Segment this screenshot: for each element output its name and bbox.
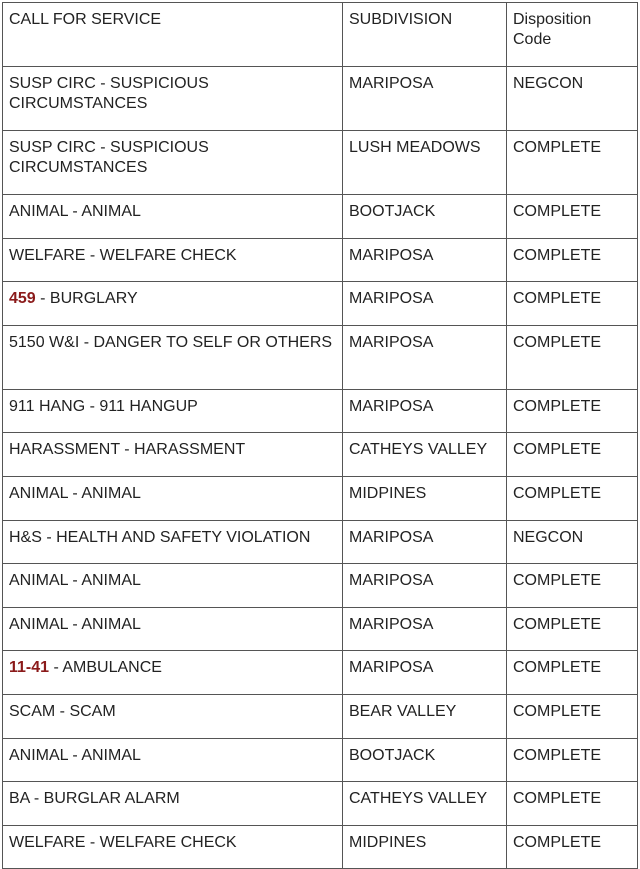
disposition-cell: COMPLETE (507, 607, 638, 651)
call-cell (3, 651, 343, 695)
call-text: SUSP CIRC - SUSPICIOUS CIRCUMSTANCES (9, 139, 209, 176)
subdivision-cell: CATHEYS VALLEY (343, 782, 507, 826)
disposition-cell: COMPLETE (507, 195, 638, 239)
call-cell (3, 282, 343, 326)
call-cell (3, 131, 343, 195)
disposition-cell: COMPLETE (507, 738, 638, 782)
call-cell (3, 738, 343, 782)
table-row (3, 651, 638, 695)
call-code-link[interactable]: 11-41 (9, 659, 50, 677)
call-cell (3, 389, 343, 433)
header-disposition: Disposition Code (507, 3, 638, 67)
table-row (3, 282, 638, 326)
table-row (3, 564, 638, 608)
subdivision-cell: MARIPOSA (343, 564, 507, 608)
calls-table-body (3, 3, 638, 869)
call-text: 5150 W&I - DANGER TO SELF OR OTHERS (9, 333, 333, 351)
table-row (3, 195, 638, 239)
disposition-cell: COMPLETE (507, 238, 638, 282)
call-text: WELFARE - WELFARE CHECK (9, 833, 237, 851)
table-row (3, 433, 638, 477)
subdivision-cell: CATHEYS VALLEY (343, 433, 507, 477)
disposition-cell: COMPLETE (507, 564, 638, 608)
table-row (3, 607, 638, 651)
call-cell (3, 825, 343, 869)
table-row (3, 694, 638, 738)
table-row (3, 825, 638, 869)
table-row (3, 325, 638, 389)
call-cell (3, 238, 343, 282)
call-text: ANIMAL - ANIMAL (9, 615, 141, 633)
subdivision-cell: BOOTJACK (343, 195, 507, 239)
call-text: ANIMAL - ANIMAL (9, 572, 141, 590)
subdivision-cell: MARIPOSA (343, 238, 507, 282)
call-text: H&S - HEALTH AND SAFETY VIOLATION (9, 528, 311, 546)
call-cell (3, 694, 343, 738)
call-text: ANIMAL - ANIMAL (9, 746, 141, 764)
subdivision-cell: MARIPOSA (343, 67, 507, 131)
call-text: ANIMAL - ANIMAL (9, 203, 141, 220)
table-row (3, 738, 638, 782)
table-row (3, 476, 638, 520)
disposition-cell: COMPLETE (507, 694, 638, 738)
disposition-cell: NEGCON (507, 67, 638, 131)
call-cell (3, 564, 343, 608)
calls-table (2, 2, 638, 869)
call-cell (3, 325, 343, 389)
call-cell (3, 195, 343, 239)
subdivision-cell: LUSH MEADOWS (343, 131, 507, 195)
subdivision-cell: MIDPINES (343, 476, 507, 520)
call-text: SCAM - SCAM (9, 702, 116, 720)
subdivision-cell: MARIPOSA (343, 282, 507, 326)
header-row (3, 3, 638, 67)
header-call: CALL FOR SERVICE (3, 3, 343, 67)
call-text: BA - BURGLAR ALARM (9, 790, 180, 808)
subdivision-cell: BOOTJACK (343, 738, 507, 782)
table-row (3, 67, 638, 131)
call-cell (3, 520, 343, 564)
disposition-cell: COMPLETE (507, 389, 638, 433)
subdivision-cell: MARIPOSA (343, 520, 507, 564)
disposition-cell: COMPLETE (507, 476, 638, 520)
call-cell (3, 476, 343, 520)
header-subdivision: SUBDIVISION (343, 3, 507, 67)
call-text: 911 HANG - 911 HANGUP (9, 397, 198, 415)
table-row (3, 238, 638, 282)
call-text: SUSP CIRC - SUSPICIOUS CIRCUMSTANCES (9, 75, 209, 112)
call-text: - BURGLARY (35, 290, 138, 308)
disposition-cell: COMPLETE (507, 782, 638, 826)
table-row (3, 782, 638, 826)
call-cell (3, 67, 343, 131)
subdivision-cell: MIDPINES (343, 825, 507, 869)
call-text: HARASSMENT - HARASSMENT (9, 441, 246, 459)
disposition-cell: COMPLETE (507, 325, 638, 389)
call-text: ANIMAL - ANIMAL (9, 484, 141, 502)
table-row (3, 389, 638, 433)
call-text: - AMBULANCE (49, 659, 162, 677)
subdivision-cell: MARIPOSA (343, 325, 507, 389)
disposition-cell: COMPLETE (507, 131, 638, 195)
disposition-cell: COMPLETE (507, 433, 638, 477)
disposition-cell: NEGCON (507, 520, 638, 564)
disposition-cell: COMPLETE (507, 282, 638, 326)
subdivision-cell: MARIPOSA (343, 389, 507, 433)
table-row (3, 131, 638, 195)
disposition-cell: COMPLETE (507, 651, 638, 695)
call-cell (3, 433, 343, 477)
call-cell (3, 607, 343, 651)
call-text: WELFARE - WELFARE CHECK (9, 246, 237, 264)
call-cell (3, 782, 343, 826)
disposition-cell: COMPLETE (507, 825, 638, 869)
call-code-link[interactable]: 459 (9, 290, 36, 308)
subdivision-cell: MARIPOSA (343, 607, 507, 651)
subdivision-cell: MARIPOSA (343, 651, 507, 695)
subdivision-cell: BEAR VALLEY (343, 694, 507, 738)
table-row (3, 520, 638, 564)
